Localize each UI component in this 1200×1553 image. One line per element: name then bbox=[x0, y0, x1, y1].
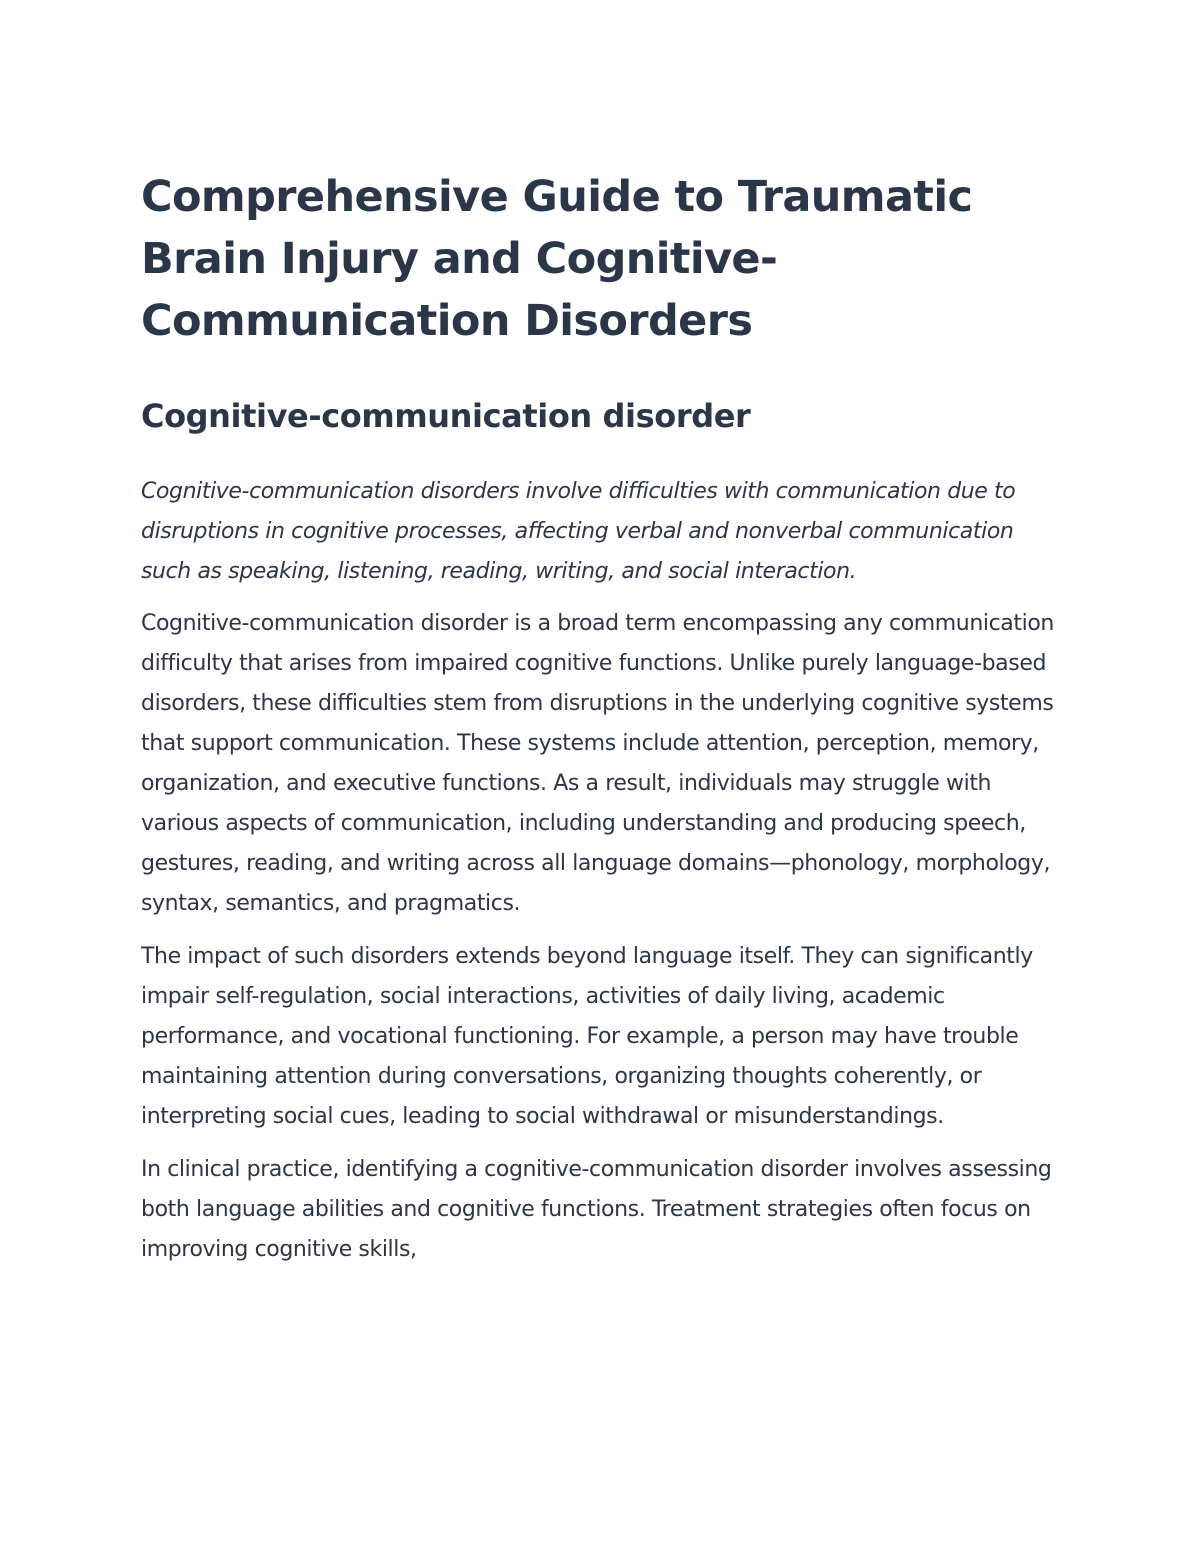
body-paragraph-2: The impact of such disorders extends beyond language itself. They can significantly impair self-regulation, social interactions, activities of daily living, academic performance, and vocational functioning. For example, a person may have trouble maintaining attention during conversations, organizing thoughts coherently, or interpreting social cues, leading to social withdrawal or misunderstandings. bbox=[141, 944, 1033, 1129]
section-heading: Cognitive-communication disorder bbox=[141, 397, 751, 435]
document-title: Comprehensive Guide to Traumatic Brain Injury and Cognitive-Communication Disorders bbox=[141, 172, 973, 346]
lead-paragraph: Cognitive-communication disorders involve difficulties with communication due to disruptions in cognitive processes, affecting verbal and nonverbal communication such as speaking, listening, reading, writing, and social interaction. bbox=[141, 479, 1016, 584]
body-paragraph-1: Cognitive-communication disorder is a broad term encompassing any communication difficulty that arises from impaired cognitive functions. Unlike purely language-based disorders, these difficulties stem from disruptions in the underlying cognitive systems that support communication. These systems include attention, perception, memory, organization, and executive functions. As a result, individuals may struggle with various aspects of communication, including understanding and producing speech, gestures, reading, and writing across all language domains—phonology, morphology, syntax, semantics, and pragmatics. bbox=[141, 611, 1054, 916]
body-paragraph-3: In clinical practice, identifying a cognitive-communication disorder involves assessing both language abilities and cognitive functions. Treatment strategies often focus on improving cognitive skills, bbox=[141, 1157, 1052, 1262]
document-body bbox=[141, 166, 1061, 1270]
